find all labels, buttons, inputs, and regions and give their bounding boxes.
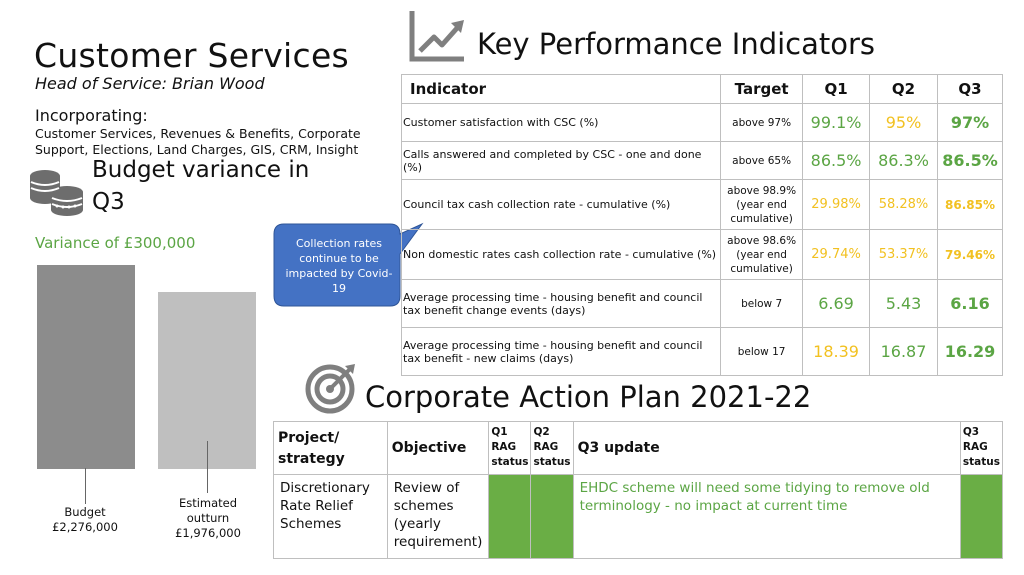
kpi-q1: 29.74%: [803, 230, 870, 280]
kpi-q2: 16.87: [870, 328, 938, 376]
line-chart-icon: [408, 9, 466, 63]
kpi-q1: 99.1%: [803, 104, 870, 142]
kpi-q1: 29.98%: [803, 180, 870, 230]
cap-q2-rag-cell: [531, 475, 573, 559]
kpi-q3: 6.16: [937, 280, 1002, 328]
incorporating-label: Incorporating:: [35, 106, 148, 125]
kpi-header-indicator: Indicator: [402, 75, 721, 104]
kpi-header-target: Target: [721, 75, 803, 104]
kpi-target: above 98.9% (year end cumulative): [721, 180, 803, 230]
kpi-q3: 86.85%: [937, 180, 1002, 230]
budget-leader-line: [85, 468, 86, 504]
kpi-q3: 79.46%: [937, 230, 1002, 280]
kpi-q2: 95%: [870, 104, 938, 142]
cap-project: Discretionary Rate Relief Schemes: [274, 475, 388, 559]
cap-header-project: Project/ strategy: [274, 422, 388, 475]
callout-text: Collection rates continue to be impacted by Covid-19: [285, 237, 393, 295]
kpi-table: [401, 74, 1003, 376]
cap-header-q1-rag: Q1 RAG status: [489, 422, 531, 475]
cap-header-q2-rag: Q2 RAG status: [531, 422, 573, 475]
cap-q3-update: EHDC scheme will need some tidying to remove old terminology - no impact at current time: [573, 475, 960, 559]
cap-q1-rag-cell: [489, 475, 531, 559]
cap-table: [273, 421, 1003, 559]
outturn-bar-label: Estimated outturn £1,976,000: [175, 496, 241, 540]
kpi-q1: 86.5%: [803, 142, 870, 180]
kpi-indicator: Average processing time - housing benefit and council tax benefit - new claims (days): [402, 328, 721, 376]
kpi-title: Key Performance Indicators: [477, 27, 876, 61]
cap-row: [274, 475, 1003, 559]
kpi-q2: 53.37%: [870, 230, 938, 280]
kpi-header-row: [402, 75, 1003, 104]
page-title: Customer Services: [34, 36, 350, 75]
kpi-row: [402, 280, 1003, 328]
budget-bar-label: Budget £2,276,000: [52, 505, 118, 534]
cap-objective: Review of schemes (yearly requirement): [387, 475, 489, 559]
kpi-indicator: Average processing time - housing benefit and council tax benefit change events (days): [402, 280, 721, 328]
kpi-q2: 58.28%: [870, 180, 938, 230]
kpi-target: below 17: [721, 328, 803, 376]
kpi-target: above 65%: [721, 142, 803, 180]
kpi-target: above 97%: [721, 104, 803, 142]
kpi-q3: 97%: [937, 104, 1002, 142]
kpi-header-q1: Q1: [803, 75, 870, 104]
kpi-indicator: Non domestic rates cash collection rate - cumulative (%): [402, 230, 721, 280]
cap-title: Corporate Action Plan 2021-22: [365, 380, 812, 414]
kpi-q2: 86.3%: [870, 142, 938, 180]
kpi-target: above 98.6% (year end cumulative): [721, 230, 803, 280]
variance-value: Variance of £300,000: [35, 234, 196, 252]
kpi-q1: 6.69: [803, 280, 870, 328]
kpi-row: [402, 180, 1003, 230]
kpi-indicator: Customer satisfaction with CSC (%): [402, 104, 721, 142]
kpi-row: [402, 142, 1003, 180]
kpi-row: [402, 328, 1003, 376]
coins-icon: [27, 166, 87, 218]
kpi-target: below 7: [721, 280, 803, 328]
kpi-q3: 86.5%: [937, 142, 1002, 180]
kpi-q1: 18.39: [803, 328, 870, 376]
kpi-indicator: Council tax cash collection rate - cumulative (%): [402, 180, 721, 230]
outturn-leader-line: [207, 441, 208, 493]
kpi-q2: 5.43: [870, 280, 938, 328]
incorporating-list: Customer Services, Revenues & Benefits, Corporate Support, Elections, Land Charges, GIS, CRM, Insight: [35, 126, 361, 157]
kpi-header-q3: Q3: [937, 75, 1002, 104]
kpi-indicator: Calls answered and completed by CSC - one and done (%): [402, 142, 721, 180]
target-icon: [305, 362, 359, 414]
kpi-row: [402, 104, 1003, 142]
cap-header-objective: Objective: [387, 422, 489, 475]
cap-header-row: [274, 422, 1003, 475]
budget-bar: [37, 265, 135, 469]
cap-header-q3-rag: Q3 RAG status: [960, 422, 1002, 475]
kpi-q3: 16.29: [937, 328, 1002, 376]
cap-header-q3-update: Q3 update: [573, 422, 960, 475]
kpi-row: [402, 230, 1003, 280]
cap-q3-rag-cell: [960, 475, 1002, 559]
budget-variance-heading: Budget variance in Q3: [92, 157, 310, 215]
head-of-service: Head of Service: Brian Wood: [35, 74, 265, 93]
kpi-header-q2: Q2: [870, 75, 938, 104]
